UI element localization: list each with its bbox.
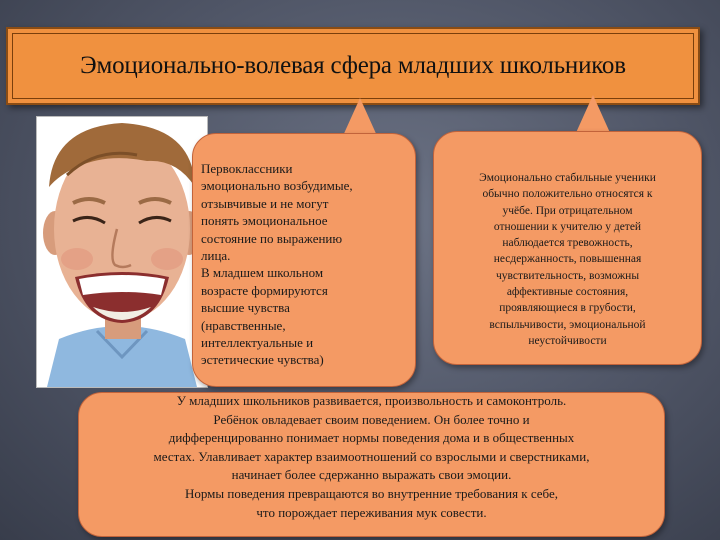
right-bubble-line: учёбе. При отрицательном: [502, 204, 633, 217]
smiling-boy-photo: [36, 116, 208, 388]
right-bubble-line: проявляющиеся в грубости,: [499, 302, 636, 315]
left-bubble-text: [201, 160, 411, 369]
right-bubble-line: обычно положительно относятся к: [482, 188, 653, 201]
right-speech-bubble: [433, 131, 702, 365]
right-bubble-line: наблюдается тревожность,: [502, 237, 633, 250]
boy-portrait-image: [37, 117, 207, 387]
bottom-summary-line: Ребёнок овладевает своим поведением. Он более точно и: [213, 411, 530, 427]
left-bubble-line: эстетические чувства): [201, 352, 324, 368]
right-bubble-line: отношении к учителю у детей: [493, 220, 642, 233]
bottom-summary-line: У младших школьников развивается, произвольность и самоконтроль.: [176, 393, 567, 408]
left-bubble-line: интеллектуальные и: [201, 335, 314, 351]
right-bubble-line: Эмоционально стабильные ученики: [479, 172, 656, 184]
title-banner: [6, 27, 700, 105]
bottom-summary-line: Нормы поведения превращаются во внутренние требования к себе,: [184, 485, 559, 501]
left-bubble-line: В младшем школьном: [201, 265, 324, 281]
left-bubble-line: возрасте формируются: [201, 282, 328, 298]
left-bubble-line: понять эмоциональное: [201, 213, 328, 229]
right-bubble-line: неустойчивости: [528, 334, 607, 347]
bottom-summary-box: [78, 392, 665, 537]
left-speech-bubble: [192, 133, 416, 387]
right-bubble-line: чувствительность, возможны: [495, 269, 640, 282]
left-bubble-line: эмоционально возбудимые,: [201, 178, 353, 194]
title-inner-frame: [12, 33, 694, 99]
left-bubble-line: состояние по выражению: [201, 230, 343, 246]
bottom-summary-line: что порождает переживания мук совести.: [256, 504, 487, 520]
left-bubble-line: Первоклассники: [201, 161, 293, 176]
left-bubble-line: отзывчивые и не могут: [201, 195, 329, 211]
slide-title: Эмоционально-волевая сфера младших школьников: [80, 52, 626, 79]
right-bubble-pointer: [575, 95, 611, 135]
bottom-summary-line: начинает более сдержанно выражать свои эмоции.: [231, 467, 512, 483]
right-bubble-line: несдержанность, повышенная: [493, 253, 642, 266]
right-bubble-line: вспыльчивости, эмоциональной: [489, 318, 646, 331]
left-bubble-line: высшие чувства: [201, 300, 290, 316]
left-bubble-line: лица.: [201, 248, 231, 264]
bottom-summary-text: [79, 392, 664, 522]
right-bubble-line: аффективные состояния,: [506, 286, 629, 299]
bottom-summary-line: дифференцированно понимает нормы поведения дома и в общественных: [168, 430, 575, 446]
right-bubble-text: [442, 170, 693, 349]
left-bubble-pointer: [342, 98, 378, 138]
bottom-summary-line: местах. Улавливает характер взаимоотношений со взрослыми и сверстниками,: [153, 448, 590, 464]
left-bubble-line: (нравственные,: [201, 317, 286, 333]
